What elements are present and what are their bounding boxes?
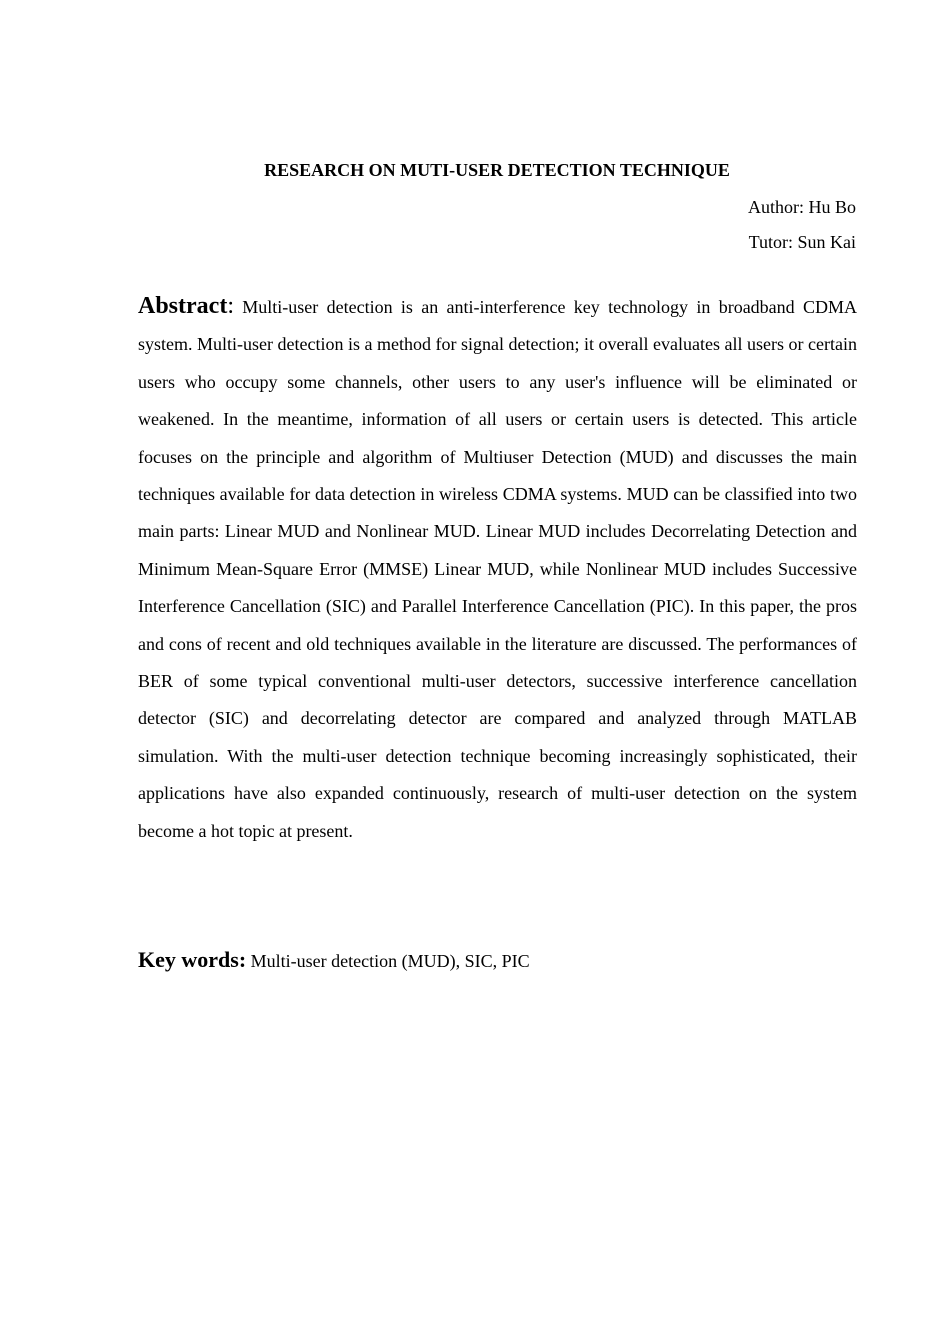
tutor-line: Tutor: Sun Kai: [748, 232, 856, 252]
abstract-colon: :: [227, 293, 234, 319]
keywords-text: Multi-user detection (MUD), SIC, PIC: [246, 951, 530, 971]
abstract-paragraph: [138, 288, 857, 850]
abstract-text: Multi-user detection is an anti-interference key technology in broadband CDMA system. Multi-user detection is a method for signal detection; it overall evaluates all users or certain users who occupy some channels, other users to any user's influence will be eliminated or weakened. In the meantime, information of all users or certain users is detected. This article focuses on the principle and algorithm of Multiuser Detection (MUD) and discusses the main techniques available for data detection in wireless CDMA systems. MUD can be classified into two main parts: Linear MUD and Nonlinear MUD. Linear MUD includes Decorrelating Detection and Minimum Mean-Square Error (MMSE) Linear MUD, while Nonlinear MUD includes Successive Interference Cancellation (SIC) and Parallel Interference Cancellation (PIC). In this paper, the pros and cons of recent and old techniques available in the literature are discussed. The performances of BER of some typical conventional multi-user detectors, successive interference cancellation detector (SIC) and decorrelating detector are compared and analyzed through MATLAB simulation. With the multi-user detection technique becoming increasingly sophisticated, their applications have also expanded continuously, research of multi-user detection on the system become a hot topic at present.: [138, 297, 857, 841]
paper-title: RESEARCH ON MUTI-USER DETECTION TECHNIQUE: [264, 160, 730, 180]
author-line: Author: Hu Bo: [748, 197, 856, 217]
keywords-label: Key words:: [138, 947, 247, 972]
keywords-line: [138, 944, 857, 977]
abstract-label: Abstract: [138, 293, 228, 319]
